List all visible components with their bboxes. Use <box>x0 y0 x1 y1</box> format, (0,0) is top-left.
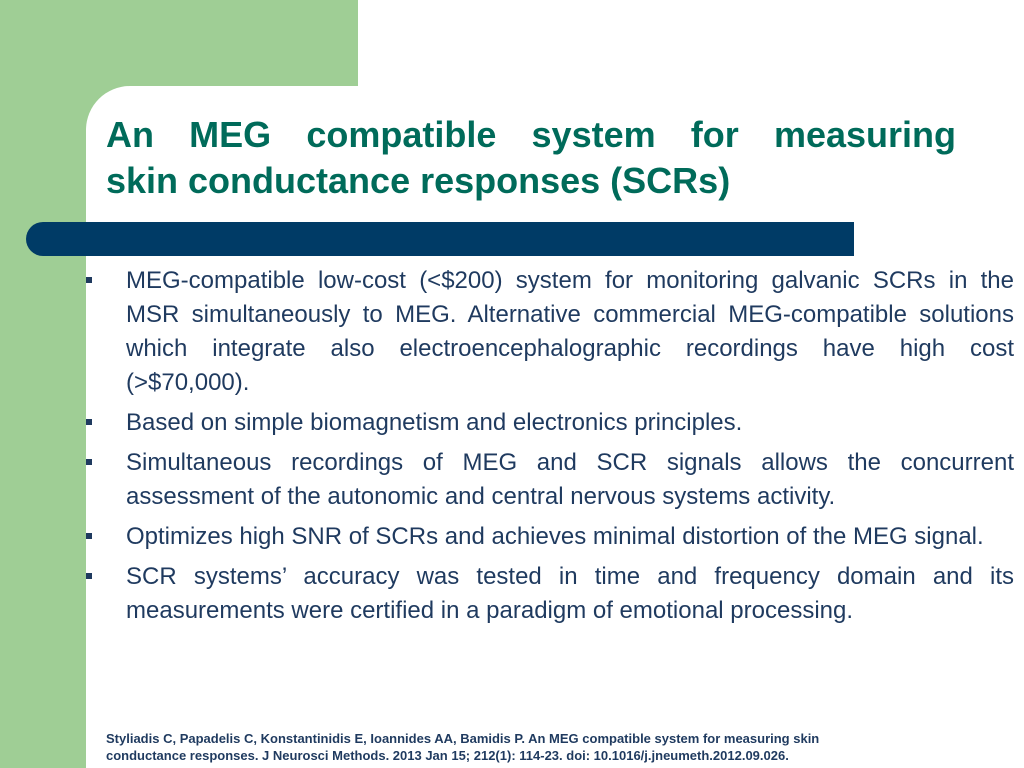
square-bullet-icon <box>86 277 92 283</box>
bullet-item <box>86 560 1014 628</box>
bullet-item <box>86 520 1014 554</box>
bullet-text: SCR systems’ accuracy was tested in time and frequency domain and its measurements were certified in a paradigm of emotional processing. <box>126 563 1014 624</box>
slide-title-line1: An MEG compatible system for measuring <box>106 114 956 155</box>
decorative-left-strip <box>0 0 86 768</box>
citation-line2: conductance responses. J Neurosci Methods. 2013 Jan 15; 212(1): 114-23. doi: 10.1016/j.jneumeth.2012.09.026. <box>106 748 789 763</box>
bullet-item <box>86 446 1014 514</box>
bullet-item <box>86 406 1014 440</box>
bullet-text: MEG-compatible low-cost (<$200) system for monitoring galvanic SCRs in the MSR simultaneously to MEG. Alternative commercial MEG-compatible solutions which integrate also electroencephalographic recordings have high cost (>$70,000). <box>126 267 1014 396</box>
slide-title <box>106 112 956 204</box>
square-bullet-icon <box>86 573 92 579</box>
bullet-item <box>86 264 1014 400</box>
bullet-list <box>86 264 1014 634</box>
slide-title-line2: skin conductance responses (SCRs) <box>106 160 731 201</box>
square-bullet-icon <box>86 533 92 539</box>
bullet-text: Simultaneous recordings of MEG and SCR signals allows the concurrent assessment of the autonomic and central nervous systems activity. <box>126 449 1014 510</box>
bullet-text: Based on simple biomagnetism and electronics principles. <box>126 409 743 436</box>
citation <box>106 730 1006 764</box>
citation-line1: Styliadis C, Papadelis C, Konstantinidis E, Ioannides AA, Bamidis P. An MEG compatible system for measuring skin <box>106 731 820 746</box>
decorative-navy-bar <box>26 222 854 256</box>
square-bullet-icon <box>86 459 92 465</box>
square-bullet-icon <box>86 419 92 425</box>
bullet-text: Optimizes high SNR of SCRs and achieves minimal distortion of the MEG signal. <box>126 523 984 550</box>
